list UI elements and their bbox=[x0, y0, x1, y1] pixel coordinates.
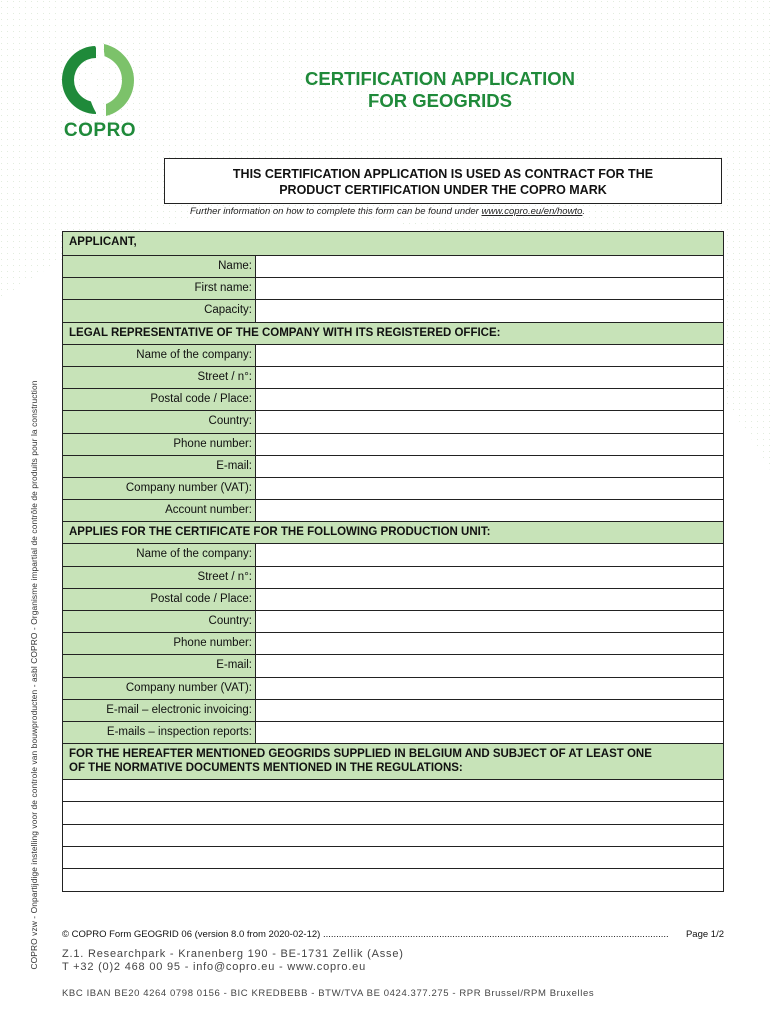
legal-representative-field-input[interactable] bbox=[256, 500, 723, 521]
geogrid-entry-field[interactable] bbox=[63, 847, 723, 869]
production-unit-field-row bbox=[63, 722, 723, 744]
production-unit-field-input[interactable] bbox=[256, 544, 723, 565]
production-unit-field-row bbox=[63, 611, 723, 633]
legal-representative-field-row bbox=[63, 367, 723, 389]
production-unit-field-label: E-mail – electronic invoicing: bbox=[63, 700, 256, 721]
legal-representative-field-input[interactable] bbox=[256, 345, 723, 366]
legal-representative-field-label: E-mail: bbox=[63, 456, 256, 477]
production-unit-field-input[interactable] bbox=[256, 700, 723, 721]
production-unit-fields bbox=[63, 544, 723, 744]
howto-link[interactable]: www.copro.eu/en/howto bbox=[481, 206, 583, 217]
applicant-field-row bbox=[63, 278, 723, 300]
side-legal-text: COPRO vzw - Onpartijdige instelling voor de controle van bouwproducten - asbl COPRO - Organisme impartial de contrôle de produits pour la construction bbox=[29, 380, 39, 970]
section-header-production-unit bbox=[63, 522, 723, 544]
applicant-field-label: Name: bbox=[63, 256, 256, 277]
legal-representative-field-input[interactable] bbox=[256, 411, 723, 432]
production-unit-field-label: Street / n°: bbox=[63, 567, 256, 588]
legal-representative-field-row bbox=[63, 345, 723, 367]
applicant-field-row bbox=[63, 300, 723, 322]
info-note-suffix: . bbox=[582, 206, 586, 217]
legal-representative-field-input[interactable] bbox=[256, 389, 723, 410]
page-number: Page 1/2 bbox=[685, 929, 724, 940]
legal-representative-field-input[interactable] bbox=[256, 478, 723, 499]
applicant-fields bbox=[63, 256, 723, 323]
contract-notice-line-2: PRODUCT CERTIFICATION UNDER THE COPRO MARK bbox=[279, 183, 607, 197]
legal-representative-field-label: Country: bbox=[63, 411, 256, 432]
title-line-2: FOR GEOGRIDS bbox=[368, 90, 512, 111]
section-header-legal-representative-text: LEGAL REPRESENTATIVE OF THE COMPANY WITH ITS REGISTERED OFFICE: bbox=[69, 326, 501, 339]
production-unit-field-input[interactable] bbox=[256, 611, 723, 632]
applicant-field-row bbox=[63, 256, 723, 278]
production-unit-field-row bbox=[63, 655, 723, 677]
section-header-production-unit-text: APPLIES FOR THE CERTIFICATE FOR THE FOLLOWING PRODUCTION UNIT: bbox=[69, 526, 491, 539]
section-header-legal-representative bbox=[63, 323, 723, 345]
production-unit-field-label: Name of the company: bbox=[63, 544, 256, 565]
contract-notice-box bbox=[164, 158, 722, 204]
production-unit-field-label: Country: bbox=[63, 611, 256, 632]
applicant-field-input[interactable] bbox=[256, 256, 723, 277]
geogrid-entry-field[interactable] bbox=[63, 825, 723, 847]
production-unit-field-label: Phone number: bbox=[63, 633, 256, 654]
title-line-1: CERTIFICATION APPLICATION bbox=[305, 68, 575, 89]
legal-representative-field-input[interactable] bbox=[256, 367, 723, 388]
legal-representative-field-row bbox=[63, 389, 723, 411]
applicant-field-input[interactable] bbox=[256, 300, 723, 321]
production-unit-field-row bbox=[63, 589, 723, 611]
section-header-geogrids-line-2: OF THE NORMATIVE DOCUMENTS MENTIONED IN THE REGULATIONS: bbox=[69, 762, 463, 775]
production-unit-field-input[interactable] bbox=[256, 722, 723, 743]
production-unit-field-label: E-mails – inspection reports: bbox=[63, 722, 256, 743]
legal-representative-field-input[interactable] bbox=[256, 456, 723, 477]
section-header-geogrids bbox=[63, 744, 723, 780]
contract-notice-line-1: THIS CERTIFICATION APPLICATION IS USED AS CONTRACT FOR THE bbox=[232, 167, 654, 181]
form-reference-footer bbox=[62, 929, 724, 940]
logo-wordmark: COPRO bbox=[63, 120, 137, 141]
section-header-applicant-text: APPLICANT, bbox=[69, 236, 137, 248]
geogrid-entry-field[interactable] bbox=[63, 780, 723, 802]
production-unit-field-input[interactable] bbox=[256, 567, 723, 588]
applicant-field-label: First name: bbox=[63, 278, 256, 299]
section-header-geogrids-line-1: FOR THE HEREAFTER MENTIONED GEOGRIDS SUPPLIED IN BELGIUM AND SUBJECT OF AT LEAST ONE bbox=[69, 748, 652, 761]
legal-representative-field-row bbox=[63, 456, 723, 478]
production-unit-field-row bbox=[63, 678, 723, 700]
legal-representative-field-input[interactable] bbox=[256, 434, 723, 455]
production-unit-field-label: Company number (VAT): bbox=[63, 678, 256, 699]
application-form bbox=[62, 231, 724, 892]
production-unit-field-row bbox=[63, 700, 723, 722]
geogrid-entry-field[interactable] bbox=[63, 869, 723, 891]
form-reference: © COPRO Form GEOGRID 06 (version 8.0 from 2020-02-12) ................................................................................................................................... bbox=[62, 929, 669, 940]
production-unit-field-label: E-mail: bbox=[63, 655, 256, 676]
legal-representative-field-row bbox=[63, 434, 723, 456]
production-unit-field-input[interactable] bbox=[256, 655, 723, 676]
legal-representative-field-label: Street / n°: bbox=[63, 367, 256, 388]
production-unit-field-input[interactable] bbox=[256, 678, 723, 699]
geogrid-entry-field[interactable] bbox=[63, 802, 723, 824]
bank-details: KBC IBAN BE20 4264 0798 0156 - BIC KREDBEBB - BTW/TVA BE 0424.377.275 - RPR Brussel/RPM Bruxelles bbox=[62, 988, 595, 999]
production-unit-field-row bbox=[63, 633, 723, 655]
info-note-text: Further information on how to complete this form can be found under bbox=[190, 206, 482, 217]
legal-representative-field-label: Account number: bbox=[63, 500, 256, 521]
legal-representative-field-label: Company number (VAT): bbox=[63, 478, 256, 499]
page-title bbox=[200, 68, 680, 112]
production-unit-field-row bbox=[63, 567, 723, 589]
production-unit-field-row bbox=[63, 544, 723, 566]
production-unit-field-input[interactable] bbox=[256, 633, 723, 654]
address-line-2: T +32 (0)2 468 00 95 - info@copro.eu - www.copro.eu bbox=[62, 961, 366, 973]
address-line-1: Z.1. Researchpark - Kranenberg 190 - BE-1731 Zellik (Asse) bbox=[62, 948, 404, 960]
legal-representative-field-row bbox=[63, 500, 723, 522]
legal-representative-field-label: Phone number: bbox=[63, 434, 256, 455]
address-block bbox=[62, 948, 404, 974]
legal-representative-field-label: Name of the company: bbox=[63, 345, 256, 366]
legal-representative-field-row bbox=[63, 411, 723, 433]
applicant-field-label: Capacity: bbox=[63, 300, 256, 321]
production-unit-field-label: Postal code / Place: bbox=[63, 589, 256, 610]
info-note bbox=[190, 206, 585, 217]
section-header-applicant bbox=[63, 232, 723, 256]
production-unit-field-input[interactable] bbox=[256, 589, 723, 610]
legal-representative-field-row bbox=[63, 478, 723, 500]
legal-representative-field-label: Postal code / Place: bbox=[63, 389, 256, 410]
legal-representative-fields bbox=[63, 345, 723, 523]
applicant-field-input[interactable] bbox=[256, 278, 723, 299]
